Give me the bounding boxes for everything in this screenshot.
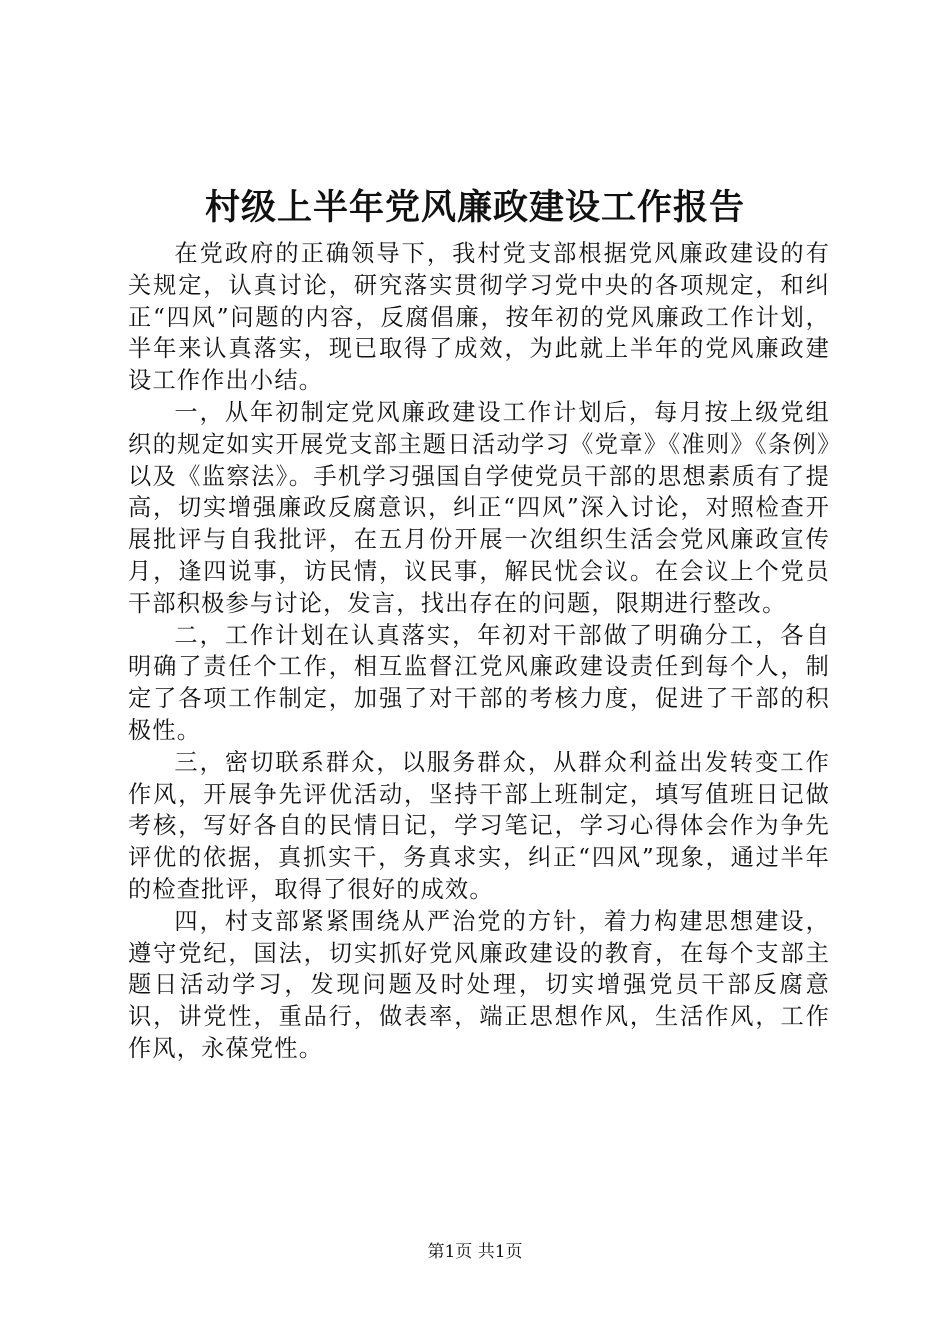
- paragraph-four: 四，村支部紧紧围绕从严治党的方针，着力构建思想建设，遵守党纪，国法，切实抓好党风廉政建设的教育，在每个支部主题日活动学习，发现问题及时处理，切实增强党员干部反腐意识，讲党性，重品行，做表率，端正思想作风，生活作风，工作作风，永葆党性。: [128, 907, 830, 1062]
- page-footer: 第1页 共1页: [427, 1242, 523, 1262]
- paragraph-intro: 在党政府的正确领导下，我村党支部根据党风廉政建设的有关规定，认真讨论，研究落实贯彻学习党中央的各项规定，和纠正“四风”问题的内容，反腐倡廉，按年初的党风廉政工作计划，半年来认真落实，现已取得了成效，为此就上半年的党风廉政建设工作作出小结。: [128, 240, 830, 395]
- paragraph-two: 二，工作计划在认真落实，年初对干部做了明确分工，各自明确了责任个工作，相互监督江党风廉政建设责任到每个人，制定了各项工作制定，加强了对干部的考核力度，促进了干部的积极性。: [128, 621, 830, 744]
- document-body: [128, 238, 830, 1065]
- paragraph-one: 一，从年初制定党风廉政建设工作计划后，每月按上级党组织的规定如实开展党支部主题日活动学习《党章》《准则》《条例》以及《监察法》。手机学习强国自学使党员干部的思想素质有了提高，切实增强廉政反腐意识，纠正“四风”深入讨论，对照检查开展批评与自我批评，在五月份开展一次组织生活会党风廉政宣传月，逢四说事，访民情，议民事，解民忧会议。在会议上个党员干部积极参与讨论，发言，找出存在的问题，限期进行整改。: [128, 398, 830, 617]
- paragraph-three: 三，密切联系群众，以服务群众，从群众利益出发转变工作作风，开展争先评优活动，坚持干部上班制定，填写值班日记做考核，写好各自的民情日记，学习笔记，学习心得体会作为争先评优的依据，真抓实干，务真求实，纠正“四风”现象，通过半年的检查批评，取得了很好的成效。: [128, 748, 830, 903]
- document-title: 村级上半年党风廉政建设工作报告: [204, 187, 745, 228]
